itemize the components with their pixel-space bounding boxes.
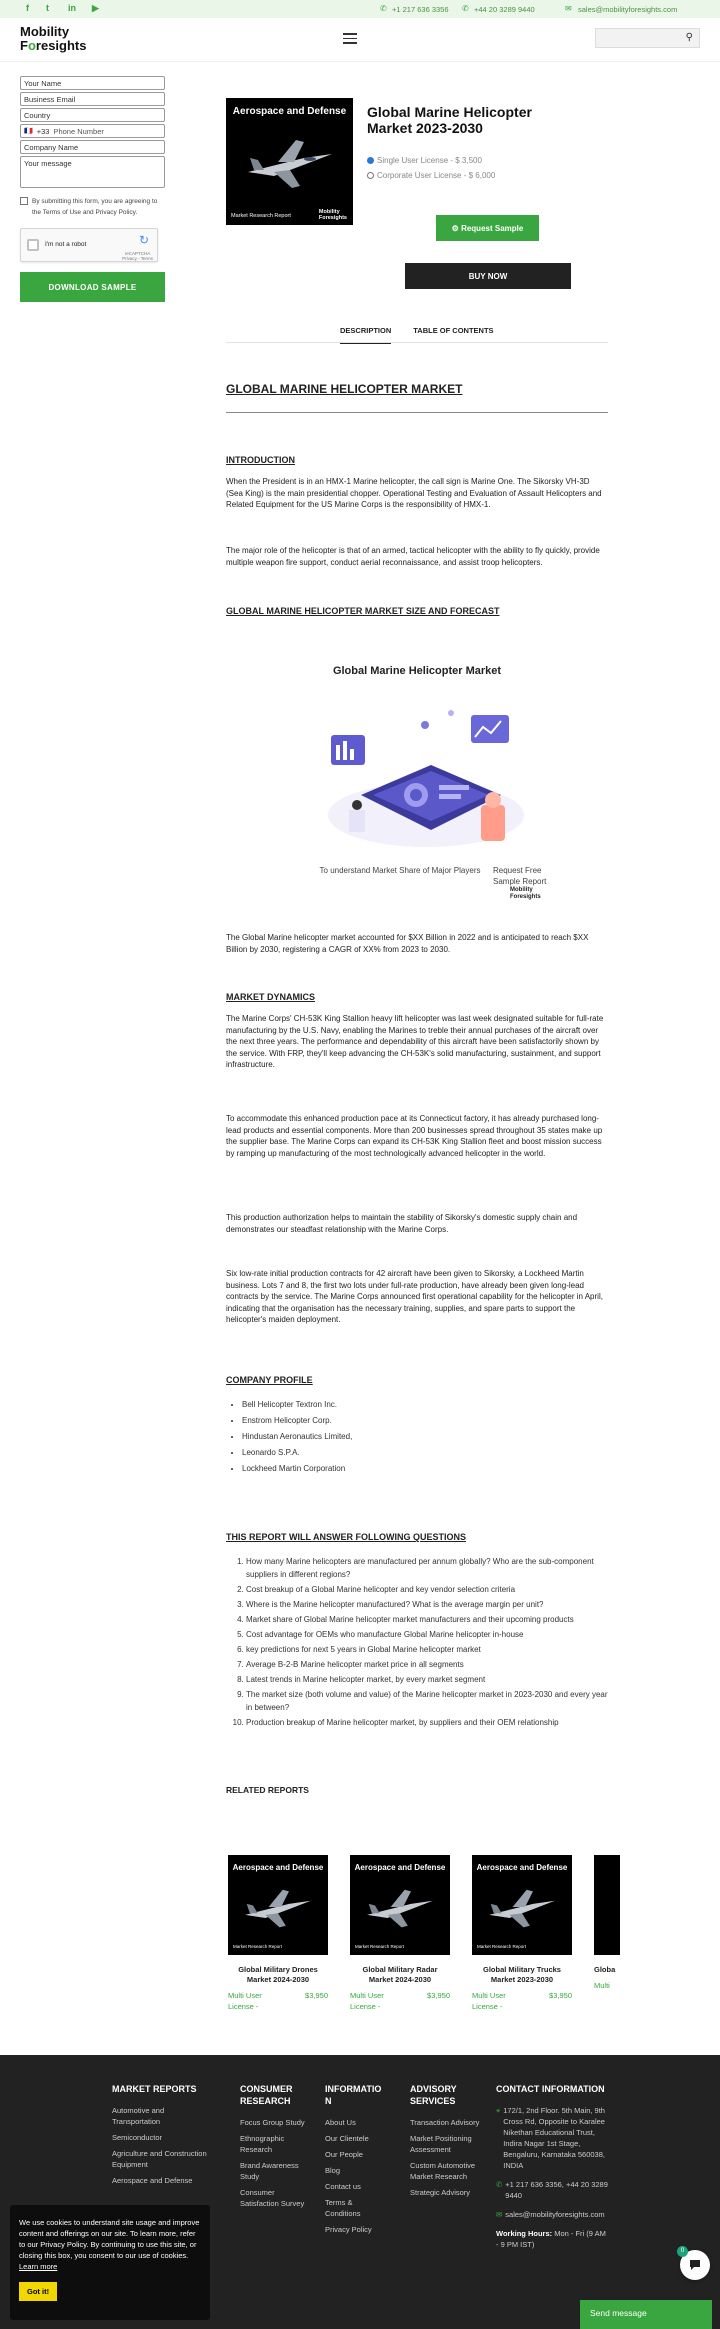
logo-line2: Foresights	[20, 38, 87, 53]
footer-col-market-reports: MARKET REPORTS Automotive and Transportation Semiconductor Agriculture and Construction Equipment Aerospace and Defense	[112, 2083, 212, 2191]
cookie-text: We use cookies to understand site usage and improve content and offerings on our site. To learn more, refer to our Privacy Policy. By continuing to use this site, or closing this box, you consent to our use of cookies.	[19, 2218, 200, 2260]
dynamics-paragraph-3: This production authorization helps to maintain the stability of Sikorsky's domestic supply chain and demonstrates our steadfast relationship with the Marine Corps.	[226, 1213, 578, 1234]
list-item: 6. key predictions for next 5 years in Global Marine helicopter market	[246, 1643, 608, 1656]
related-card[interactable]	[472, 1855, 572, 2012]
phone-icon: ✆	[462, 4, 469, 13]
menu-icon[interactable]	[343, 30, 357, 47]
cover-subtitle: Market Research Report	[231, 213, 291, 219]
footer-link[interactable]: Our Clientele	[325, 2134, 369, 2143]
title-divider	[226, 412, 608, 413]
email-link[interactable]: sales@mobilityforesights.com	[578, 5, 678, 14]
questions-list	[226, 1555, 608, 1731]
fighter-jet-icon	[244, 132, 336, 192]
report-cover	[226, 98, 353, 225]
footer-link[interactable]: Privacy Policy	[325, 2225, 372, 2234]
related-license: Multi User License -	[350, 1991, 384, 2011]
related-cover[interactable]: Aerospace and Defense Market Research Report	[472, 1855, 572, 1955]
intro-paragraph-1: When the President is in an HMX-1 Marine helicopter, the call sign is Marine One. The Sikorsky VH-3D (Sea King) is the main presidential chopper. Operational Testing and Evaluation of Assault Helicopters and Related Equipment for the US Marine Corps is the responsibility of HMX-1.	[226, 477, 602, 509]
list-item: 1. How many Marine helicopters are manufactured per annum globally? Who are the sub-component suppliers in different regions?	[246, 1555, 608, 1581]
footer-link[interactable]: Terms & Conditions	[325, 2198, 361, 2218]
chat-widget-button[interactable]	[680, 2250, 710, 2280]
footer-col-advisory: ADVISORY SERVICES Transaction Advisory Market Positioning Assessment Custom Automotive Market Research Strategic Advisory	[410, 2083, 485, 2203]
france-flag-icon[interactable]: 🇫🇷	[24, 128, 33, 135]
license-corporate[interactable]: Corporate User License - $ 6,000	[367, 171, 495, 180]
footer-link[interactable]: Our People	[325, 2150, 363, 2159]
infographic-logo: Mobility Foresights	[510, 887, 541, 900]
footer-link[interactable]: Focus Group Study	[240, 2118, 305, 2127]
license-single[interactable]: Single User License - $ 3,500	[367, 156, 482, 165]
related-price: $3,950	[549, 1991, 572, 2000]
related-price: $3,950	[305, 1991, 328, 2000]
related-license: Multi User License -	[472, 1991, 506, 2011]
size-heading: GLOBAL MARINE HELICOPTER MARKET SIZE AND FORECAST	[226, 606, 500, 616]
recaptcha-checkbox[interactable]	[27, 239, 39, 251]
related-name[interactable]: Global Military Drones Market 2024-2030	[238, 1965, 318, 1984]
footer-link[interactable]: Aerospace and Defense	[112, 2176, 193, 2185]
country-field[interactable]: Country	[20, 108, 165, 122]
company-field[interactable]: Company Name	[20, 140, 165, 154]
list-item: 10. Production breakup of Marine helicopter market, by suppliers and their OEM relationship	[246, 1716, 608, 1729]
related-name[interactable]: Globa	[594, 1965, 616, 1974]
footer-hours: Working Hours: Mon - Fri (9 AM - 9 PM IST)	[496, 2229, 606, 2249]
related-card[interactable]	[228, 1855, 328, 2012]
cover-logo: Mobility Foresights	[318, 209, 347, 221]
phone-placeholder: Phone Number	[53, 127, 104, 136]
related-license: Multi User License -	[228, 1991, 262, 2011]
sample-request-form	[20, 76, 165, 302]
email-field[interactable]: Business Email	[20, 92, 165, 106]
related-cover[interactable]: Aerospace and Defense Market Research Report	[350, 1855, 450, 1955]
consent-checkbox[interactable]	[20, 197, 28, 205]
footer-email[interactable]: ✉ sales@mobilityforesights.com	[496, 2210, 605, 2219]
footer-link[interactable]: Brand Awareness Study	[240, 2161, 299, 2181]
related-reports-heading: RELATED REPORTS	[226, 1785, 309, 1795]
list-item: 3. Where is the Marine helicopter manufactured? What is the average margin per unit?	[246, 1598, 608, 1611]
list-item: 7. Average B-2-B Marine helicopter market price in all segments	[246, 1658, 608, 1671]
message-field[interactable]: Your message	[20, 156, 165, 188]
license-radio-single[interactable]	[367, 157, 374, 164]
page-title: GLOBAL MARINE HELICOPTER MARKET	[226, 382, 463, 396]
related-cover[interactable]: Aerospace and Defense Market Research Report	[228, 1855, 328, 1955]
recaptcha-small: reCAPTCHA Privacy - Terms	[122, 251, 153, 261]
chat-badge: 0	[677, 2246, 688, 2257]
list-item: 5. Cost advantage for OEMs who manufacture Global Marine helicopter in-house	[246, 1628, 608, 1641]
dynamics-paragraph-1: The Marine Corps' CH-53K King Stallion heavy lift helicopter was last week designated suitable for full-rate manufacturing by the U.S. Navy, enabling the Marines to treble their annual purchases of the aircraft over the next three years. The performance and dependability of this aircraft have been satisfactorily shown by the service. With FRP, they'll keep advancing the CH-53K's solid manufacturing, sustainment, and support infrastructure.	[226, 1014, 604, 1069]
mail-icon: ✉	[496, 2210, 503, 2219]
logo[interactable]	[20, 25, 86, 53]
list-item: 4. Market share of Global Marine helicopter market manufacturers and their upcoming products	[246, 1613, 608, 1626]
logo-line1: Mobility	[20, 24, 70, 39]
footer-col-information: INFORMATION About Us Our Clientele Our People Blog Contact us Terms & Conditions Privacy Policy	[325, 2083, 387, 2240]
consent-row	[20, 196, 165, 218]
related-name[interactable]: Global Military Trucks Market 2023-2030	[483, 1965, 561, 1984]
list-item: 2. Cost breakup of a Global Marine helicopter and key vendor selection criteria	[246, 1583, 608, 1596]
related-price: $3,950	[427, 1991, 450, 2000]
chat-bubble-icon	[688, 2258, 702, 2272]
buy-now-button[interactable]: BUY NOW	[405, 263, 571, 289]
list-item: • Lockheed Martin Corporation	[242, 1461, 608, 1477]
footer-address: ⌖ 172/1, 2nd Floor. 5th Main, 9th Cross Rd, Opposite to Karalee Nikethan Educational Trust, Indira Nagar 1st Stage, Bengaluru, Karnataka 560038, INDIA	[496, 2106, 605, 2170]
tab-divider	[226, 342, 608, 343]
list-item: • Enstrom Helicopter Corp.	[242, 1413, 608, 1429]
linkedin-icon[interactable]: in	[68, 3, 76, 13]
footer-link[interactable]: Transaction Advisory	[410, 2118, 480, 2127]
footer-link[interactable]: Contact us	[325, 2182, 361, 2191]
related-card[interactable]	[350, 1855, 450, 2012]
intro-paragraph-2: The major role of the helicopter is that of an armed, tactical helicopter with the ability to fly quickly, provide multiple weapon fire support, conduct aerial reconnaissance, and assist troop helicopters.	[226, 546, 600, 567]
footer-link[interactable]: Blog	[325, 2166, 341, 2175]
list-item: • Bell Helicopter Textron Inc.	[242, 1397, 608, 1413]
phone-link-uk[interactable]: +44 20 3289 9440	[474, 5, 535, 14]
footer-link[interactable]: Agriculture and Construction Equipment	[112, 2149, 207, 2169]
license-radio-corporate[interactable]	[367, 172, 374, 179]
list-item: • Leonardo S.P.A.	[242, 1445, 608, 1461]
caption-request-sample[interactable]: Request Free Sample Report	[493, 866, 547, 886]
dial-code[interactable]: +33	[36, 127, 50, 136]
phone-field[interactable]	[20, 124, 165, 138]
cookie-banner	[10, 2205, 210, 2320]
facebook-icon[interactable]: f	[26, 3, 29, 13]
questions-heading: THIS REPORT WILL ANSWER FOLLOWING QUESTIONS	[226, 1532, 466, 1542]
name-field[interactable]: Your Name	[20, 76, 165, 90]
top-bar	[0, 0, 720, 18]
related-card-partial[interactable]	[594, 1855, 620, 1991]
list-item: • Hindustan Aeronautics Limited,	[242, 1429, 608, 1445]
location-icon: ⌖	[496, 2106, 501, 2115]
cover-title: Aerospace and Defense	[232, 106, 347, 117]
youtube-icon[interactable]: ▶	[92, 3, 99, 13]
list-item: 9. The market size (both volume and value) of the Marine helicopter market in 2023-2030 and every year in between?	[246, 1688, 608, 1714]
mail-icon: ✉	[565, 4, 572, 13]
caption-market-share: To understand Market Share of Major Players	[319, 866, 481, 875]
company-heading: COMPANY PROFILE	[226, 1375, 313, 1385]
cookie-accept-button[interactable]: Got it!	[19, 2282, 57, 2301]
download-sample-button[interactable]: DOWNLOAD SAMPLE	[20, 272, 165, 302]
size-paragraph: The Global Marine helicopter market accounted for $XX Billion in 2022 and is anticipated to reach $XX Billion by 2030, registering a CAGR of XX% from 2023 to 2030.	[226, 933, 589, 954]
footer-link[interactable]: Market Positioning Assessment	[410, 2134, 472, 2154]
phone-icon: ✆	[380, 4, 387, 13]
list-item: 8. Latest trends in Marine helicopter market, by every market segment	[246, 1673, 608, 1686]
send-message-button[interactable]: Send message	[580, 2300, 712, 2329]
recaptcha-widget	[20, 228, 158, 262]
site-header	[0, 18, 720, 62]
footer-col-contact: CONTACT INFORMATION ⌖ 172/1, 2nd Floor. 5th Main, 9th Cross Rd, Opposite to Karalee Nikethan Educational Trust, Indira Nagar 1st Stage, Bengaluru, Karnataka 560038, INDIA ✆ +1 217 636 3356, +44 20 3289 9440 ✉ sales@mobilityforesights.com Working Hours: Mon - Fri (9 AM - 9 PM IST)	[496, 2084, 608, 2249]
dynamics-paragraph-2: To accommodate this enhanced production pace at its Connecticut factory, it has already purchased long-lead products and essential components. More than 200 businesses spread throughout 35 states make up the supplier base. The Marine Corps can expand its CH-53K King Stallion fleet and boost mission success by ramping up manufacturing of the most technologically advanced helicopter in the world.	[226, 1114, 603, 1158]
dynamics-paragraph-4: Six low-rate initial production contracts for 42 aircraft have been given to Sikorsky, a Lockheed Martin business. Lots 7 and 8, the first two lots under full-rate production, have already been given long-lead contracts by the service. The Marine Corps announced first operational capability for the helicopter in April, indicating that the organisation has the necessary training, supplies, and spare parts to support the helicopter's maiden deployment.	[226, 1269, 603, 1324]
consent-text: By submitting this form, you are agreeing to the Terms of Use and Privacy Policy.	[32, 198, 158, 216]
related-license: Multi	[594, 1981, 610, 1990]
product-title: Global Marine Helicopter Market 2023-2030	[367, 104, 532, 136]
footer-link[interactable]: Custom Automotive Market Research	[410, 2161, 476, 2181]
request-sample-button[interactable]: ⚙ Request Sample	[436, 215, 539, 241]
search-input[interactable]	[595, 28, 700, 48]
phone-icon: ✆	[496, 2180, 503, 2189]
search-icon[interactable]: ⚲	[685, 32, 693, 43]
infographic-title: Global Marine Helicopter Market	[332, 665, 502, 677]
dashboard-illustration	[321, 695, 531, 860]
tab-table-of-contents[interactable]: TABLE OF CONTENTS	[413, 326, 494, 335]
recaptcha-icon: ↻	[138, 233, 149, 247]
phone-link-us[interactable]: +1 217 636 3356	[392, 5, 449, 14]
recaptcha-label: I'm not a robot	[45, 241, 87, 248]
footer-col-consumer-research: CONSUMER RESEARCH Focus Group Study Ethnographic Research Brand Awareness Study Consumer Satisfaction Survey	[240, 2083, 310, 2214]
footer-link[interactable]: Semiconductor	[112, 2133, 163, 2142]
footer-link[interactable]: Consumer Satisfaction Survey	[240, 2188, 305, 2208]
cookie-learn-more-link[interactable]: Learn more	[19, 2262, 58, 2271]
footer-link[interactable]: About Us	[325, 2118, 356, 2127]
footer-phone[interactable]: ✆ +1 217 636 3356, +44 20 3289 9440	[496, 2180, 608, 2200]
footer-link[interactable]: Automotive and Transportation	[112, 2106, 165, 2126]
related-name[interactable]: Global Military Radar Market 2024-2030	[362, 1965, 438, 1984]
intro-heading: INTRODUCTION	[226, 455, 295, 465]
company-list	[226, 1397, 608, 1477]
tab-description[interactable]: DESCRIPTION	[340, 326, 391, 344]
twitter-icon[interactable]: t	[46, 3, 49, 13]
footer-link[interactable]: Strategic Advisory	[410, 2188, 471, 2197]
dynamics-heading: MARKET DYNAMICS	[226, 992, 315, 1002]
footer-link[interactable]: Ethnographic Research	[240, 2134, 285, 2154]
